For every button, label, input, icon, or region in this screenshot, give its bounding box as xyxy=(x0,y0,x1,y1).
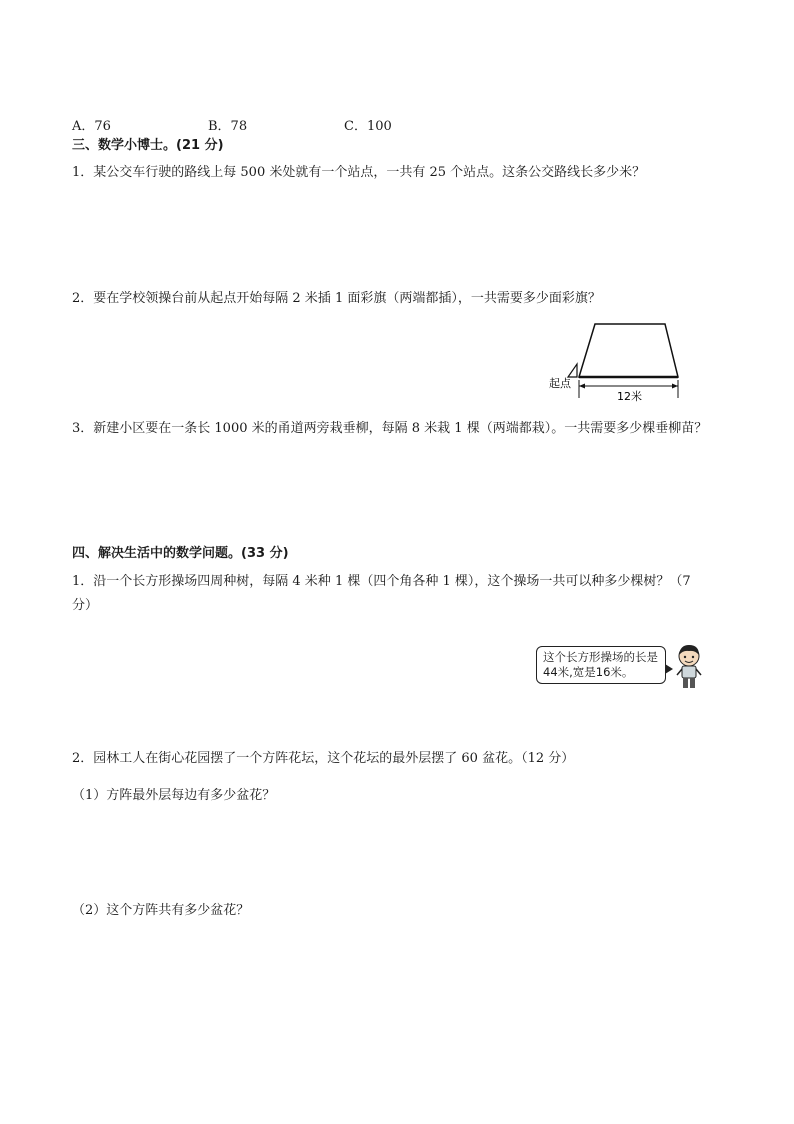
boy-illustration xyxy=(674,644,704,690)
option-a: A．76 xyxy=(72,119,111,134)
section-3-question-2: 2．要在学校领操台前从起点开始每隔 2 米插 1 面彩旗（两端都插），一共需要多少面彩旗？ xyxy=(72,291,601,306)
speech-bubble-tail xyxy=(665,664,673,674)
section-4-heading xyxy=(72,545,289,563)
section-3-heading-text: 三、数学小博士。( xyxy=(72,138,182,153)
section-4-question-1-line-2: 分） xyxy=(72,598,99,613)
section-4-question-2-part-1: （1）方阵最外层每边有多少盆花？ xyxy=(72,788,276,803)
trapezoid-shape xyxy=(579,324,678,377)
section-3-heading xyxy=(72,137,224,155)
section-3-score: 21 xyxy=(181,138,201,153)
option-b: B．78 xyxy=(208,119,248,134)
section-4-question-1-line-1: 1．沿一个长方形操场四周种树，每隔 4 米种 1 棵（四个角各种 1 棵），这个操场一共可以种多少棵树？（7 xyxy=(72,574,691,589)
section-4-score: 33 xyxy=(246,546,266,561)
section-4-question-2-part-2: （2）这个方阵共有多少盆花？ xyxy=(72,903,250,918)
dimension-arrow-right xyxy=(672,384,678,389)
length-label: 12米 xyxy=(617,390,642,403)
dimension-arrow-left xyxy=(579,384,585,389)
section-3-heading-suffix: 分) xyxy=(200,138,224,153)
section-4-heading-text: 四、解决生活中的数学问题。( xyxy=(72,546,247,561)
section-4-heading-suffix: 分) xyxy=(265,546,289,561)
start-label: 起点 xyxy=(549,377,571,390)
section-3-question-1: 1．某公交车行驶的路线上每 500 米处就有一个站点，一共有 25 个站点。这条公交路线长多少米？ xyxy=(72,165,646,180)
option-c: C．100 xyxy=(344,119,392,134)
flag-route-figure xyxy=(545,320,685,404)
speech-bubble: 这个长方形操场的长是44米,宽是16米。 xyxy=(536,646,666,684)
section-3-question-3: 3．新建小区要在一条长 1000 米的甬道两旁栽垂柳，每隔 8 米栽 1 棵（两端都栽）。一共需要多少棵垂柳苗？ xyxy=(72,421,708,436)
start-flag-icon xyxy=(568,364,577,377)
section-4-question-2: 2．园林工人在街心花园摆了一个方阵花坛，这个花坛的最外层摆了 60 盆花。（12 分） xyxy=(72,751,575,766)
